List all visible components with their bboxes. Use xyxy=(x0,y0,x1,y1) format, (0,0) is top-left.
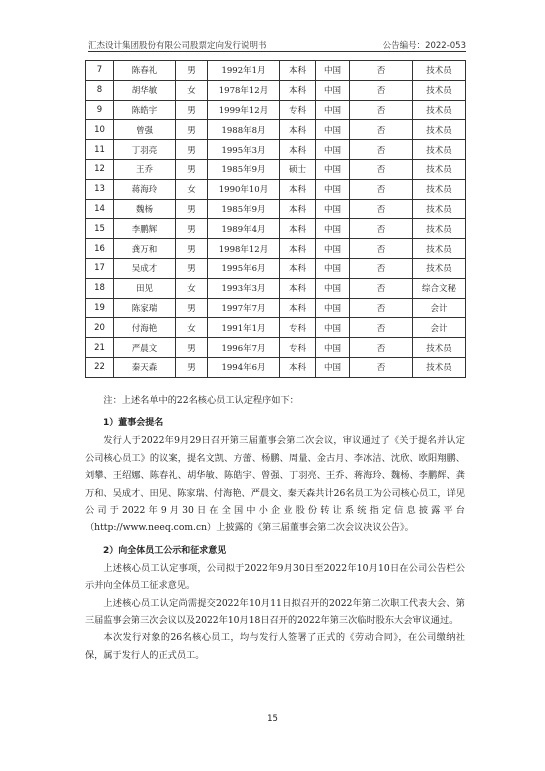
cell-gender: 男 xyxy=(176,298,208,318)
cell-name: 丁羽亮 xyxy=(114,140,176,160)
cell-overseas-residency: 否 xyxy=(350,159,413,179)
cell-overseas-residency: 否 xyxy=(350,199,413,219)
cell-birth-date: 1995年6月 xyxy=(208,258,280,278)
cell-row-number: 9 xyxy=(86,100,114,120)
cell-row-number: 17 xyxy=(86,258,114,278)
cell-row-number: 22 xyxy=(86,357,114,377)
cell-birth-date: 1993年3月 xyxy=(208,278,280,298)
cell-nationality: 中国 xyxy=(316,338,350,358)
cell-birth-date: 1995年3月 xyxy=(208,140,280,160)
cell-position: 技术员 xyxy=(413,338,466,358)
paragraph-public-notice: 上述核心员工认定事项，公司拟于2022年9月30日至2022年10月10日在公司公告栏公示并向全体员工征求意见。 xyxy=(85,562,465,592)
table-row xyxy=(86,80,466,100)
paragraph-approval: 上述核心员工认定尚需提交2022年10月11日拟召开的2022年第二次职工代表大会、第三届监事会第三次会议以及2022年10月18日召开的2022年第三次临时股东大会审议通过。 xyxy=(85,597,465,627)
table-row xyxy=(86,100,466,120)
document-title: 汇杰设计集团股份有限公司股票定向发行说明书 xyxy=(88,41,267,51)
cell-gender: 女 xyxy=(176,278,208,298)
cell-overseas-residency: 否 xyxy=(350,239,413,259)
cell-name: 李鹏辉 xyxy=(114,219,176,239)
cell-row-number: 20 xyxy=(86,318,114,338)
cell-education: 本科 xyxy=(280,219,316,239)
table-row xyxy=(86,298,466,318)
cell-birth-date: 1997年7月 xyxy=(208,298,280,318)
cell-birth-date: 1985年9月 xyxy=(208,199,280,219)
cell-row-number: 16 xyxy=(86,239,114,259)
cell-gender: 男 xyxy=(176,239,208,259)
cell-overseas-residency: 否 xyxy=(350,258,413,278)
cell-education: 专科 xyxy=(280,338,316,358)
table-row xyxy=(86,338,466,358)
cell-name: 秦天森 xyxy=(114,357,176,377)
cell-birth-date: 1992年1月 xyxy=(208,61,280,81)
table-row xyxy=(86,318,466,338)
cell-position: 会计 xyxy=(413,298,466,318)
cell-name: 陈家瑞 xyxy=(114,298,176,318)
cell-overseas-residency: 否 xyxy=(350,80,413,100)
cell-overseas-residency: 否 xyxy=(350,140,413,160)
cell-gender: 男 xyxy=(176,258,208,278)
cell-position: 技术员 xyxy=(413,80,466,100)
cell-name: 付海艳 xyxy=(114,318,176,338)
cell-overseas-residency: 否 xyxy=(350,61,413,81)
cell-row-number: 21 xyxy=(86,338,114,358)
cell-nationality: 中国 xyxy=(316,298,350,318)
cell-gender: 男 xyxy=(176,100,208,120)
cell-education: 本科 xyxy=(280,179,316,199)
cell-education: 硕士 xyxy=(280,159,316,179)
cell-position: 技术员 xyxy=(413,140,466,160)
cell-education: 本科 xyxy=(280,61,316,81)
cell-name: 吴成才 xyxy=(114,258,176,278)
body-text xyxy=(85,392,465,664)
cell-birth-date: 1991年1月 xyxy=(208,318,280,338)
cell-birth-date: 1996年7月 xyxy=(208,338,280,358)
cell-position: 技术员 xyxy=(413,179,466,199)
cell-row-number: 11 xyxy=(86,140,114,160)
section-heading-board-nomination: 1）董事会提名 xyxy=(103,418,164,429)
cell-name: 严晨文 xyxy=(114,338,176,358)
cell-name: 陈皓宇 xyxy=(114,100,176,120)
cell-overseas-residency: 否 xyxy=(350,298,413,318)
cell-nationality: 中国 xyxy=(316,159,350,179)
table-row xyxy=(86,120,466,140)
cell-nationality: 中国 xyxy=(316,61,350,81)
cell-gender: 男 xyxy=(176,61,208,81)
table-row xyxy=(86,140,466,160)
announcement-number: 公告编号：2022-053 xyxy=(382,41,466,51)
cell-position: 技术员 xyxy=(413,199,466,219)
section-heading-public-notice: 2）向全体员工公示和征求意见 xyxy=(103,545,227,556)
cell-education: 专科 xyxy=(280,100,316,120)
cell-overseas-residency: 否 xyxy=(350,219,413,239)
cell-overseas-residency: 否 xyxy=(350,278,413,298)
cell-nationality: 中国 xyxy=(316,179,350,199)
cell-position: 综合文秘 xyxy=(413,278,466,298)
cell-name: 王乔 xyxy=(114,159,176,179)
cell-row-number: 13 xyxy=(86,179,114,199)
cell-education: 本科 xyxy=(280,278,316,298)
cell-row-number: 7 xyxy=(86,61,114,81)
cell-gender: 男 xyxy=(176,357,208,377)
cell-overseas-residency: 否 xyxy=(350,179,413,199)
cell-education: 本科 xyxy=(280,239,316,259)
cell-gender: 女 xyxy=(176,179,208,199)
table-row xyxy=(86,258,466,278)
cell-nationality: 中国 xyxy=(316,219,350,239)
page-header xyxy=(88,37,466,52)
cell-overseas-residency: 否 xyxy=(350,357,413,377)
cell-nationality: 中国 xyxy=(316,120,350,140)
cell-row-number: 18 xyxy=(86,278,114,298)
page-number: 15 xyxy=(267,714,278,724)
cell-name: 蒋海玲 xyxy=(114,179,176,199)
paragraph-labor-contract: 本次发行对象的26名核心员工，均与发行人签署了正式的《劳动合同》，在公司缴纳社保，属于发行人的正式员工。 xyxy=(85,632,465,661)
cell-education: 本科 xyxy=(280,199,316,219)
cell-row-number: 14 xyxy=(86,199,114,219)
cell-nationality: 中国 xyxy=(316,140,350,160)
cell-name: 陈春礼 xyxy=(114,61,176,81)
table-note: 注：上述名单中的22名核心员工认定程序如下： xyxy=(103,395,299,406)
cell-overseas-residency: 否 xyxy=(350,120,413,140)
cell-position: 技术员 xyxy=(413,219,466,239)
cell-gender: 男 xyxy=(176,219,208,239)
cell-education: 本科 xyxy=(280,120,316,140)
cell-position: 技术员 xyxy=(413,357,466,377)
cell-name: 曾强 xyxy=(114,120,176,140)
cell-position: 技术员 xyxy=(413,120,466,140)
cell-birth-date: 1985年9月 xyxy=(208,159,280,179)
cell-row-number: 12 xyxy=(86,159,114,179)
cell-birth-date: 1990年10月 xyxy=(208,179,280,199)
cell-birth-date: 1988年8月 xyxy=(208,120,280,140)
cell-birth-date: 1998年12月 xyxy=(208,239,280,259)
cell-gender: 男 xyxy=(176,140,208,160)
cell-name: 龚万和 xyxy=(114,239,176,259)
cell-gender: 女 xyxy=(176,318,208,338)
cell-overseas-residency: 否 xyxy=(350,318,413,338)
cell-position: 技术员 xyxy=(413,100,466,120)
cell-education: 本科 xyxy=(280,140,316,160)
cell-gender: 男 xyxy=(176,199,208,219)
cell-position: 技术员 xyxy=(413,258,466,278)
cell-birth-date: 1994年6月 xyxy=(208,357,280,377)
cell-birth-date: 1989年4月 xyxy=(208,219,280,239)
cell-overseas-residency: 否 xyxy=(350,338,413,358)
core-staff-table xyxy=(85,60,466,378)
cell-education: 本科 xyxy=(280,298,316,318)
cell-birth-date: 1999年12月 xyxy=(208,100,280,120)
cell-education: 本科 xyxy=(280,80,316,100)
cell-nationality: 中国 xyxy=(316,278,350,298)
cell-nationality: 中国 xyxy=(316,357,350,377)
cell-position: 技术员 xyxy=(413,239,466,259)
cell-gender: 女 xyxy=(176,80,208,100)
cell-gender: 男 xyxy=(176,159,208,179)
cell-education: 专科 xyxy=(280,318,316,338)
cell-nationality: 中国 xyxy=(316,239,350,259)
cell-name: 胡华敏 xyxy=(114,80,176,100)
table-row xyxy=(86,239,466,259)
cell-education: 本科 xyxy=(280,357,316,377)
table-row xyxy=(86,357,466,377)
cell-name: 田见 xyxy=(114,278,176,298)
cell-nationality: 中国 xyxy=(316,318,350,338)
cell-nationality: 中国 xyxy=(316,199,350,219)
table-row xyxy=(86,199,466,219)
cell-row-number: 15 xyxy=(86,219,114,239)
cell-position: 技术员 xyxy=(413,159,466,179)
cell-row-number: 19 xyxy=(86,298,114,318)
cell-education: 本科 xyxy=(280,258,316,278)
cell-position: 会计 xyxy=(413,318,466,338)
table-row xyxy=(86,278,466,298)
cell-nationality: 中国 xyxy=(316,80,350,100)
cell-gender: 男 xyxy=(176,338,208,358)
cell-gender: 男 xyxy=(176,120,208,140)
cell-nationality: 中国 xyxy=(316,258,350,278)
cell-row-number: 8 xyxy=(86,80,114,100)
table-row xyxy=(86,61,466,81)
table-row xyxy=(86,179,466,199)
cell-name: 魏杨 xyxy=(114,199,176,219)
cell-overseas-residency: 否 xyxy=(350,100,413,120)
cell-nationality: 中国 xyxy=(316,100,350,120)
cell-row-number: 10 xyxy=(86,120,114,140)
table-row xyxy=(86,159,466,179)
table-row xyxy=(86,219,466,239)
cell-birth-date: 1978年12月 xyxy=(208,80,280,100)
paragraph-board-nomination: 发行人于2022年9月29日召开第三届董事会第二次会议，审议通过了《关于提名并认定公司核心员工》的议案，提名文凯、方蕾、杨鹏、周量、金古月、李冰洁、沈欣、欧阳翔鹏、刘攀、王绍娜、陈春礼、胡华敏、陈皓宇、曾强、丁羽亮、王乔、蒋海玲、魏杨、李鹏辉、龚万和、吴成才、田见、陈家瑞、付海艳、严晨文、秦天森共计26名员工为公司核心员工，详见公司于2022年9月30日在全国中小企业股份转让系统指定信息披露平台（http://www.neeq.com.cn）上披露的《第三届董事会第二次会议决议公告》。 xyxy=(85,435,465,534)
cell-position: 技术员 xyxy=(413,61,466,81)
